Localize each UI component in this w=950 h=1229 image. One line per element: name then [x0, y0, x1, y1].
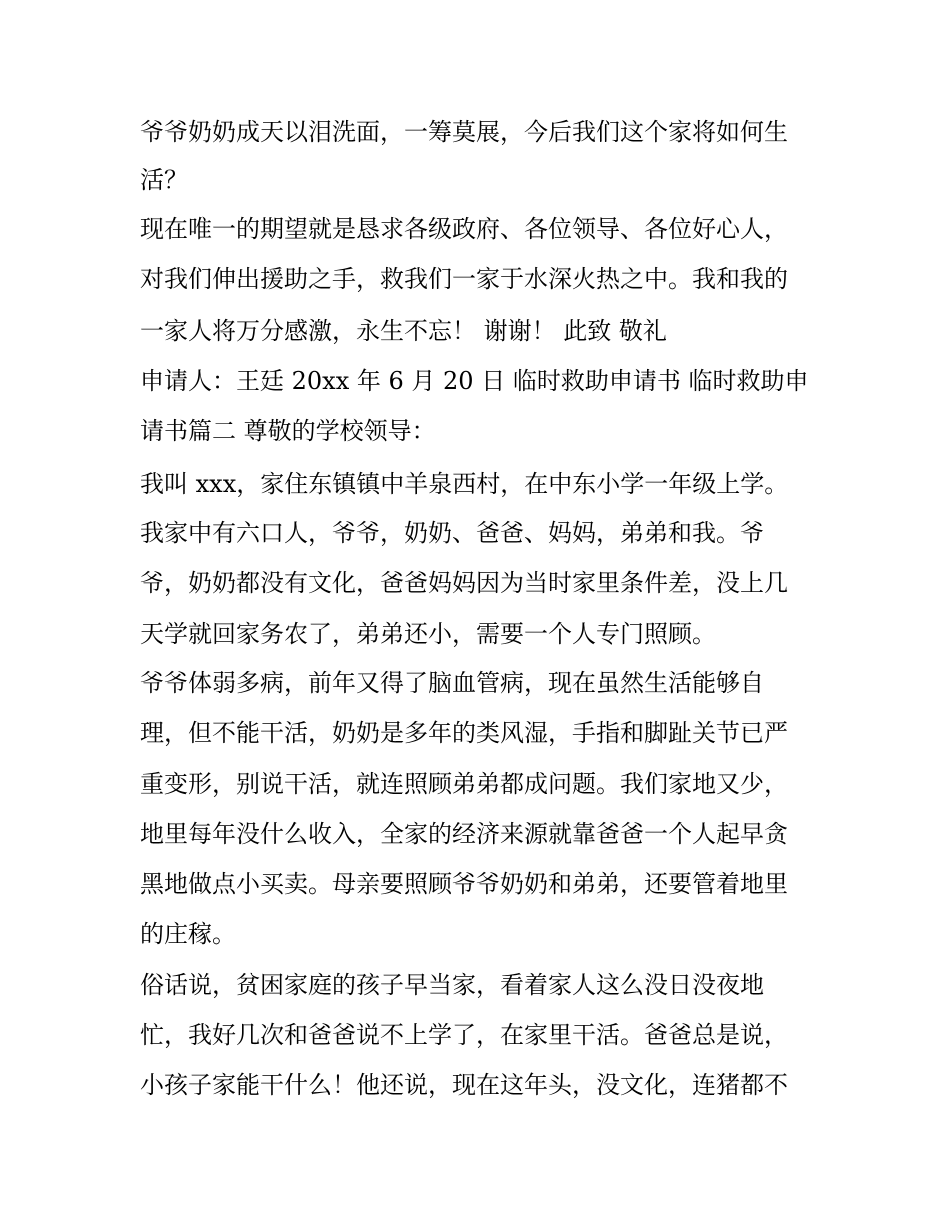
text-line: 我叫 xxx，家住东镇镇中羊泉西村，在中东小学一年级上学。: [140, 470, 789, 498]
text-line: 地里每年没什么收入，全家的经济来源就靠爸爸一个人起早贪: [140, 820, 788, 848]
text-line: 黑地做点小买卖。母亲要照顾爷爷奶奶和弟弟，还要管着地里: [140, 870, 788, 898]
text-line: 一家人将万分感激，永生不忘！ 谢谢！ 此致 敬礼: [140, 317, 667, 345]
text-line: 爷，奶奶都没有文化，爸爸妈妈因为当时家里条件差，没上几: [140, 569, 788, 597]
text-line: 请书篇二 尊敬的学校领导：: [140, 417, 436, 445]
text-line: 忙，我好几次和爸爸说不上学了，在家里干活。爸爸总是说，: [140, 1021, 788, 1049]
text-line: 重变形，别说干活，就连照顾弟弟都成问题。我们家地又少，: [140, 770, 788, 798]
text-line: 俗话说，贫困家庭的孩子早当家，看着家人这么没日没夜地: [140, 971, 764, 999]
text-line: 现在唯一的期望就是恳求各级政府、各位领导、各位好心人，: [140, 215, 788, 243]
text-line: 理，但不能干活，奶奶是多年的类风湿，手指和脚趾关节已严: [140, 719, 788, 747]
text-line: 对我们伸出援助之手，救我们一家于水深火热之中。我和我的: [140, 265, 788, 293]
text-line: 小孩子家能干什么！他还说，现在这年头，没文化，连猪都不: [140, 1071, 788, 1099]
text-line: 活？: [140, 166, 188, 194]
text-line: 天学就回家务农了，弟弟还小，需要一个人专门照顾。: [140, 620, 716, 648]
text-line: 的庄稼。: [140, 920, 236, 948]
text-line: 申请人：王廷 20xx 年 6 月 20 日 临时救助申请书 临时救助申: [140, 367, 809, 395]
text-line: 我家中有六口人，爷爷，奶奶、爸爸、妈妈，弟弟和我。爷: [140, 519, 764, 547]
text-line: 爷爷体弱多病，前年又得了脑血管病，现在虽然生活能够自: [140, 669, 764, 697]
text-line: 爷爷奶奶成天以泪洗面，一筹莫展，今后我们这个家将如何生: [140, 118, 788, 146]
